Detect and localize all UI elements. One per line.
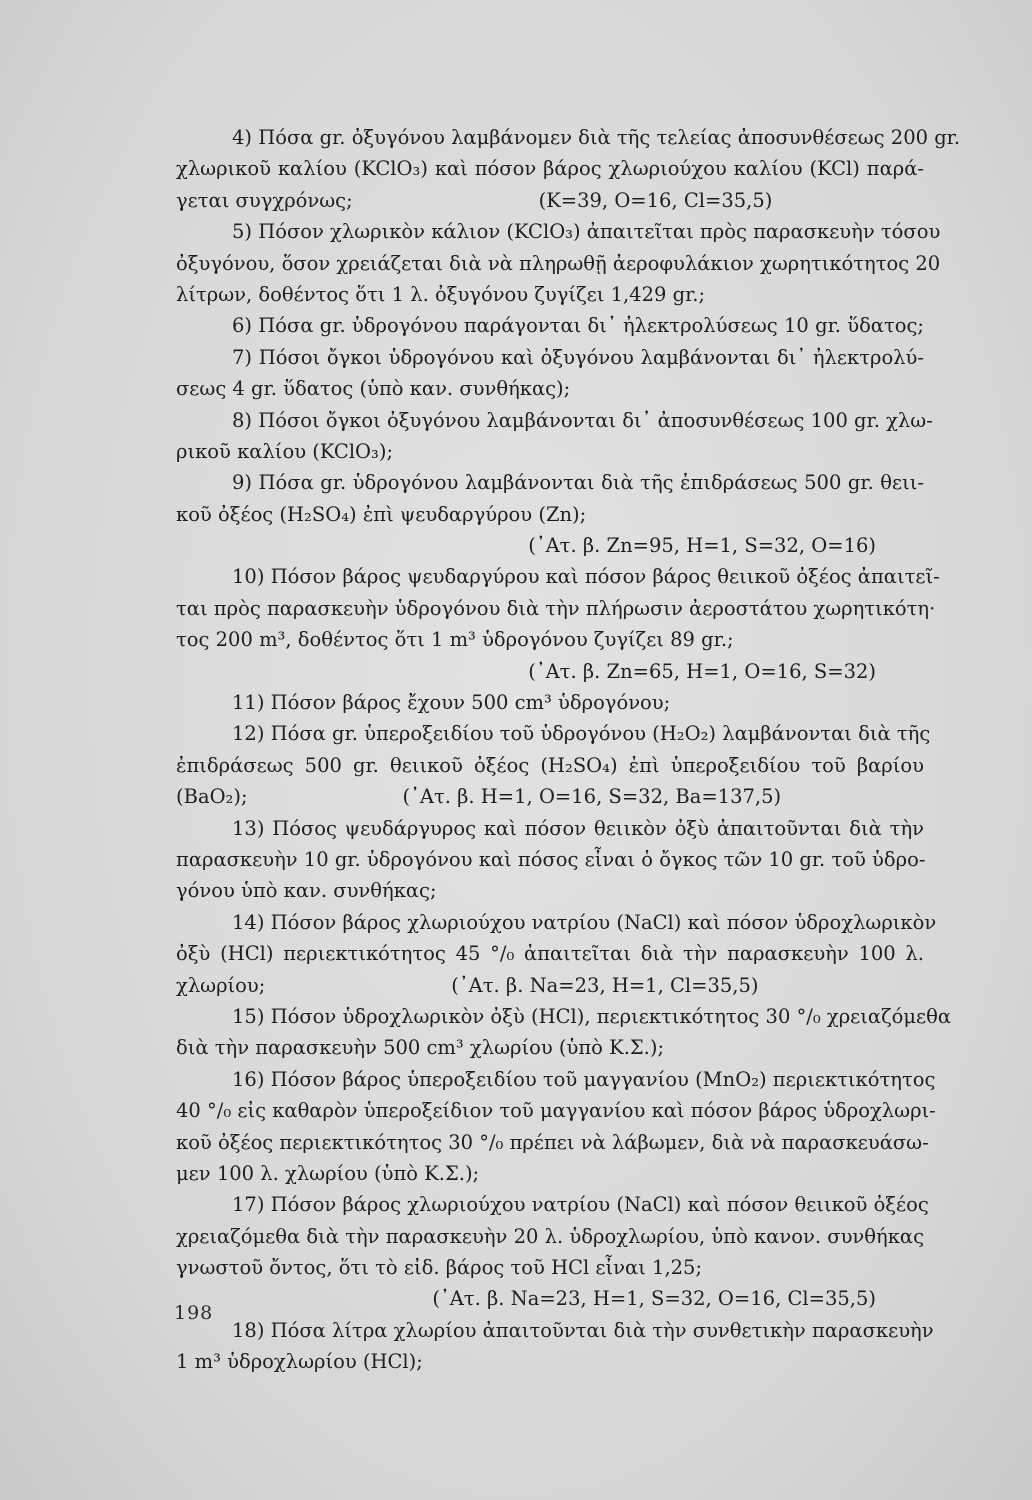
text-line: 14) Πόσον βάρος χλωριούχου νατρίου (NaCl) καὶ πόσον ὑδροχλωρικὸν bbox=[232, 910, 937, 934]
text-line: 7) Πόσοι ὄγκοι ὑδρογόνου καὶ ὀξυγόνου λαμβάνονται δι᾽ ἠλεκτρολύ- bbox=[232, 345, 924, 369]
text-line: ἐπιδράσεως 500 gr. θειικοῦ ὀξέος (H₂SO₄) ἐπὶ ὑπεροξειδίου τοῦ βαρίου bbox=[176, 753, 924, 777]
text-line: διὰ τὴν παρασκευὴν 500 cm³ χλωρίου (ὑπὸ Κ.Σ.); bbox=[176, 1036, 665, 1060]
text-line: χλωρίου; (᾽Ατ. β. Na=23, H=1, Cl=35,5) bbox=[176, 973, 759, 997]
text-line: (᾽Ατ. β. Zn=65, H=1, O=16, S=32) bbox=[528, 659, 876, 683]
text-line: κοῦ ὀξέος περιεκτικότητος 30 °/₀ πρέπει νὰ λάβωμεν, διὰ νὰ παρασκευάσω- bbox=[176, 1130, 929, 1154]
text-line: 40 °/₀ εἰς καθαρὸν ὑπεροξείδιον τοῦ μαγγανίου καὶ πόσον βάρος ὑδροχλωρι- bbox=[176, 1099, 936, 1123]
text-line: παρασκευὴν 10 gr. ὑδρογόνου καὶ πόσος εἶναι ὁ ὄγκος τῶν 10 gr. τοῦ ὑδρο- bbox=[176, 847, 926, 871]
text-line: γνωστοῦ ὄντος, ὅτι τὸ εἰδ. βάρος τοῦ HCl εἶναι 1,25; bbox=[176, 1256, 703, 1280]
text-line: ται πρὸς παρασκευὴν ὑδρογόνου διὰ τὴν πλήρωσιν ἀεροστάτου χωρητικότη· bbox=[176, 596, 936, 620]
text-line: χρειαζόμεθα διὰ τὴν παρασκευὴν 20 λ. ὑδροχλωρίου, ὑπὸ κανον. συνθήκας bbox=[176, 1224, 924, 1248]
page-number: 198 bbox=[174, 1302, 214, 1324]
text-line: 10) Πόσον βάρος ψευδαργύρου καὶ πόσον βάρος θειικοῦ ὀξέος ἀπαιτεῖ- bbox=[232, 565, 940, 589]
text-line: 18) Πόσα λίτρα χλωρίου ἀπαιτοῦνται διὰ τὴν συνθετικὴν παρασκευὴν bbox=[232, 1318, 934, 1342]
text-line: 11) Πόσον βάρος ἔχουν 500 cm³ ὑδρογόνου; bbox=[232, 691, 671, 715]
exercise-text-block bbox=[176, 122, 961, 1378]
text-line: ρικοῦ καλίου (KClO₃); bbox=[176, 439, 394, 463]
text-line: 12) Πόσα gr. ὑπεροξειδίου τοῦ ὑδρογόνου (H₂O₂) λαμβάνονται διὰ τῆς bbox=[232, 722, 931, 746]
text-line: (BaO₂); (᾽Ατ. β. H=1, O=16, S=32, Ba=137,5) bbox=[176, 785, 782, 809]
text-line: λίτρων, δοθέντος ὅτι 1 λ. ὀξυγόνου ζυγίζει 1,429 gr.; bbox=[176, 282, 706, 306]
text-line: 1 m³ ὑδροχλωρίου (HCl); bbox=[176, 1350, 423, 1374]
text-line: 5) Πόσον χλωρικὸν κάλιον (KClO₃) ἀπαιτεῖται πρὸς παρασκευὴν τόσου bbox=[232, 220, 941, 244]
text-line: κοῦ ὀξέος (H₂SO₄) ἐπὶ ψευδαργύρου (Zn); bbox=[176, 502, 587, 526]
text-line: 16) Πόσον βάρος ὑπεροξειδίου τοῦ μαγγανίου (MnO₂) περιεκτικότητος bbox=[232, 1067, 936, 1091]
text-line: ὀξὺ (HCl) περιεκτικότητος 45 °/₀ ἀπαιτεῖται διὰ τὴν παρασκευὴν 100 λ. bbox=[176, 942, 924, 966]
text-line: τος 200 m³, δοθέντος ὅτι 1 m³ ὑδρογόνου ζυγίζει 89 gr.; bbox=[176, 628, 734, 652]
text-line: γόνου ὑπὸ καν. συνθήκας; bbox=[176, 879, 437, 903]
text-line: 4) Πόσα gr. ὀξυγόνου λαμβάνομεν διὰ τῆς τελείας ἀποσυνθέσεως 200 gr. bbox=[232, 126, 961, 149]
text-line: (᾽Ατ. β. Na=23, H=1, S=32, O=16, Cl=35,5) bbox=[432, 1287, 876, 1311]
text-line: 6) Πόσα gr. ὑδρογόνου παράγονται δι᾽ ἠλεκτρολύσεως 10 gr. ὕδατος; bbox=[232, 314, 924, 338]
text-line: 17) Πόσον βάρος χλωριούχου νατρίου (NaCl) καὶ πόσον θειικοῦ ὀξέος bbox=[232, 1193, 929, 1217]
text-line: 15) Πόσον ὑδροχλωρικὸν ὀξὺ (HCl), περιεκτικότητος 30 °/₀ χρειαζόμεθα bbox=[232, 1004, 952, 1028]
text-line: χλωρικοῦ καλίου (KClO₃) καὶ πόσον βάρος χλωριούχου καλίου (KCl) παρά- bbox=[176, 157, 924, 181]
text-line: 9) Πόσα gr. ὑδρογόνου λαμβάνονται διὰ τῆς ἐπιδράσεως 500 gr. θειι- bbox=[232, 471, 924, 495]
text-line: μεν 100 λ. χλωρίου (ὑπὸ Κ.Σ.); bbox=[176, 1161, 480, 1185]
text-line: 8) Πόσοι ὄγκοι ὀξυγόνου λαμβάνονται δι᾽ ἀποσυνθέσεως 100 gr. χλω- bbox=[232, 408, 933, 432]
text-line: 13) Πόσος ψευδάργυρος καὶ πόσον θειικὸν ὀξὺ ἀπαιτοῦνται διὰ τὴν bbox=[232, 816, 924, 840]
text-line: σεως 4 gr. ὕδατος (ὑπὸ καν. συνθήκας); bbox=[176, 377, 571, 401]
text-line: ὀξυγόνου, ὅσον χρειάζεται διὰ νὰ πληρωθῇ ἀεροφυλάκιον χωρητικότητος 20 bbox=[176, 251, 941, 275]
text-line: (᾽Ατ. β. Zn=95, H=1, S=32, O=16) bbox=[528, 534, 876, 558]
text-line: γεται συγχρόνως; (K=39, O=16, Cl=35,5) bbox=[176, 188, 773, 212]
